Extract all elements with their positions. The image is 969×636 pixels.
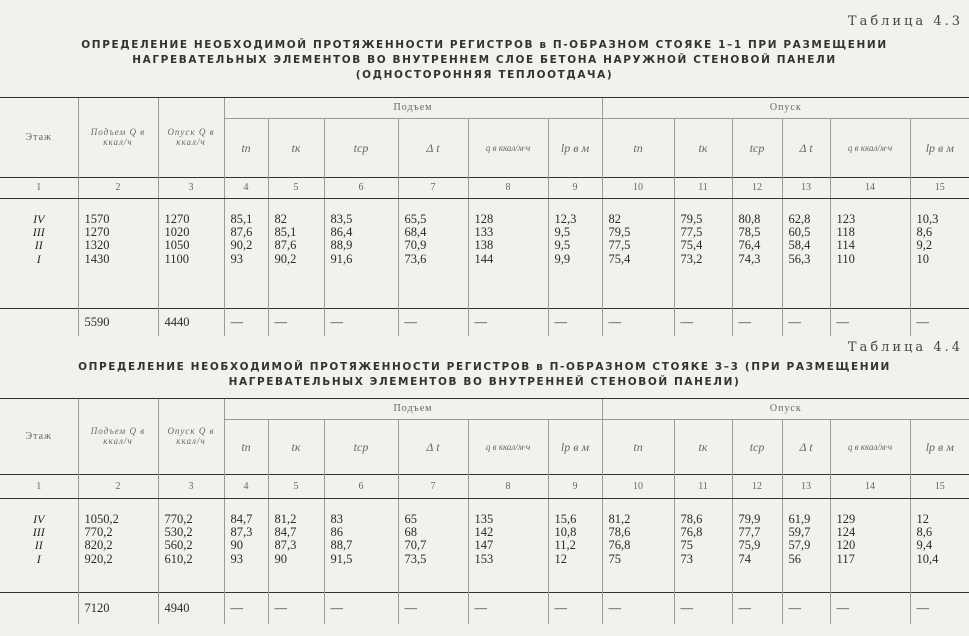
table-cell: 86 xyxy=(330,524,343,539)
table-cell: 68 xyxy=(404,524,417,539)
total-cell: — xyxy=(268,592,324,624)
data-column xyxy=(398,198,468,308)
total-cell: 5590 xyxy=(78,308,158,336)
table-cell: 144 xyxy=(474,251,494,266)
column-number: 2 xyxy=(78,474,158,498)
table-cell: 10,8 xyxy=(554,524,577,539)
data-column xyxy=(468,498,548,592)
total-cell: — xyxy=(398,592,468,624)
table-cell: 84,7 xyxy=(274,524,297,539)
column-number: 3 xyxy=(158,177,224,198)
table-cell: 142 xyxy=(474,524,494,539)
table-cell: 1100 xyxy=(164,251,190,266)
table-cell: 68,4 xyxy=(404,224,427,239)
table-cell: 77,5 xyxy=(680,224,703,239)
table-cell: 820,2 xyxy=(84,538,113,553)
total-cell: — xyxy=(782,308,830,336)
table-cell: 153 xyxy=(474,551,494,566)
total-cell: — xyxy=(548,308,602,336)
table1-title-line: НАГРЕВАТЕЛЬНЫХ ЭЛЕМЕНТОВ ВО ВНУТРЕННЕМ СЛОЕ БЕТОНА НАРУЖНОЙ СТЕНОВОЙ ПАНЕЛИ xyxy=(132,54,837,66)
table-cell: IV xyxy=(33,511,45,526)
header-length: lр в м xyxy=(910,419,969,474)
data-column xyxy=(782,498,830,592)
table2-label: Таблица 4.4 xyxy=(847,340,963,355)
data-column xyxy=(468,198,548,308)
table-cell: 1050 xyxy=(164,238,190,253)
table-cell: IV xyxy=(33,211,45,226)
table-cell: III xyxy=(32,524,45,539)
table-cell: 135 xyxy=(474,511,494,526)
table-cell: 93 xyxy=(230,551,243,566)
table-cell: 133 xyxy=(474,224,494,239)
header-t-end: tк xyxy=(268,118,324,177)
table-cell: 12 xyxy=(916,511,930,526)
table-cell: 12,3 xyxy=(554,211,577,226)
header-delta-t: Δ t xyxy=(782,419,830,474)
column-number: 1 xyxy=(0,177,78,198)
table-cell: 90 xyxy=(274,551,287,566)
table-cell: 75 xyxy=(608,551,622,566)
data-column xyxy=(674,498,732,592)
table-cell: 75,4 xyxy=(680,238,703,253)
data-column xyxy=(602,498,674,592)
table-cell: 56 xyxy=(788,551,802,566)
header-up-q: Подъем Q в ккал/ч xyxy=(78,98,158,177)
header-t-start: tп xyxy=(224,118,268,177)
data-column xyxy=(224,198,268,308)
data-column xyxy=(548,198,602,308)
table2-column-numbers xyxy=(0,474,969,498)
table-cell: II xyxy=(34,238,43,253)
table-cell: 59,7 xyxy=(788,524,811,539)
data-column xyxy=(158,198,224,308)
column-number: 6 xyxy=(324,474,398,498)
table-cell: 77,5 xyxy=(608,238,631,253)
table-cell: 65,5 xyxy=(404,211,427,226)
table-cell: 91,6 xyxy=(330,251,353,266)
table-cell: 79,9 xyxy=(738,511,761,526)
header-q-rate: q в ккал/м·ч xyxy=(830,118,910,177)
table-cell: 61,9 xyxy=(788,511,811,526)
total-cell: — xyxy=(910,592,969,624)
header-t-end: tк xyxy=(674,118,732,177)
header-down-q: Опуск Q в ккал/ч xyxy=(158,98,224,177)
header-delta-t: Δ t xyxy=(398,118,468,177)
floor-column xyxy=(0,498,78,592)
total-cell: — xyxy=(468,308,548,336)
table-cell: 58,4 xyxy=(788,238,811,253)
column-number: 7 xyxy=(398,177,468,198)
header-length: lр в м xyxy=(548,419,602,474)
total-cell: — xyxy=(224,308,268,336)
column-number: 15 xyxy=(910,177,969,198)
table-cell: 82 xyxy=(274,211,287,226)
column-number: 12 xyxy=(732,177,782,198)
table-cell: 117 xyxy=(836,551,855,566)
table-cell: 15,6 xyxy=(554,511,577,526)
table-cell: 84,7 xyxy=(230,511,253,526)
table-cell: 73,5 xyxy=(404,551,427,566)
table-cell: 1020 xyxy=(164,224,190,239)
table-cell: 78,6 xyxy=(680,511,703,526)
column-number: 7 xyxy=(398,474,468,498)
table1-group-row xyxy=(0,98,969,118)
header-t-avg: tср xyxy=(324,118,398,177)
table2-body xyxy=(0,498,969,592)
table-cell: 75,9 xyxy=(738,538,761,553)
group-up: Подъем xyxy=(224,98,602,118)
data-column xyxy=(602,198,674,308)
column-number: 4 xyxy=(224,177,268,198)
column-number: 3 xyxy=(158,474,224,498)
column-number: 9 xyxy=(548,474,602,498)
table-cell: 74,3 xyxy=(738,251,761,266)
table-cell: 70,7 xyxy=(404,538,427,553)
header-floor: Этаж xyxy=(25,131,52,143)
table-cell: 120 xyxy=(836,538,856,553)
table-cell: 560,2 xyxy=(164,538,193,553)
table-cell: 78,6 xyxy=(608,524,631,539)
column-number: 2 xyxy=(78,177,158,198)
table-cell: 91,5 xyxy=(330,551,353,566)
table-cell: 85,1 xyxy=(274,224,297,239)
table2-group-row xyxy=(0,399,969,419)
column-number: 8 xyxy=(468,177,548,198)
total-cell: — xyxy=(674,308,732,336)
table-cell: 9,9 xyxy=(554,251,571,266)
group-up: Подъем xyxy=(224,399,602,419)
table1-title-line: ОПРЕДЕЛЕНИЕ НЕОБХОДИМОЙ ПРОТЯЖЕННОСТИ РЕГИСТРОВ в П-ОБРАЗНОМ СТОЯКЕ 1–1 ПРИ РАЗМЕЩЕНИИ xyxy=(81,39,888,51)
table-cell: 62,8 xyxy=(788,211,811,226)
table-cell: 79,5 xyxy=(608,224,631,239)
column-number: 11 xyxy=(674,474,732,498)
column-number: 13 xyxy=(782,177,830,198)
data-column xyxy=(398,498,468,592)
table-cell: 77,7 xyxy=(738,524,761,539)
data-column xyxy=(830,198,910,308)
column-number: 12 xyxy=(732,474,782,498)
column-number: 9 xyxy=(548,177,602,198)
table-cell: 75 xyxy=(680,538,694,553)
table1-body xyxy=(0,198,969,308)
table-cell: 73,6 xyxy=(404,251,427,266)
table-cell: 9,2 xyxy=(916,238,933,253)
table2-title-line: НАГРЕВАТЕЛЬНЫХ ЭЛЕМЕНТОВ ВО ВНУТРЕННЕЙ СТЕНОВОЙ ПАНЕЛИ) xyxy=(228,376,741,388)
table-cell: 87,6 xyxy=(274,238,297,253)
table-cell: 8,6 xyxy=(916,524,933,539)
table-cell: 73,2 xyxy=(680,251,703,266)
table2 xyxy=(0,399,969,624)
table-cell: 88,7 xyxy=(330,538,353,553)
total-cell xyxy=(0,592,78,624)
table-cell: 81,2 xyxy=(274,511,297,526)
column-number: 1 xyxy=(0,474,78,498)
column-number: 6 xyxy=(324,177,398,198)
table-cell: 12 xyxy=(554,551,567,566)
total-cell: — xyxy=(548,592,602,624)
column-number: 14 xyxy=(830,474,910,498)
table-cell: I xyxy=(36,251,41,266)
header-down-q: Опуск Q в ккал/ч xyxy=(158,399,224,474)
table-cell: 87,6 xyxy=(230,224,253,239)
header-t-start: tп xyxy=(602,118,674,177)
table-cell: 9,5 xyxy=(554,238,571,253)
header-t-end: tк xyxy=(268,419,324,474)
total-cell: — xyxy=(830,592,910,624)
table-cell: 11,2 xyxy=(554,538,576,553)
table-cell: 86,4 xyxy=(330,224,353,239)
table-cell: 79,5 xyxy=(680,211,703,226)
table-cell: 76,4 xyxy=(738,238,761,253)
table-cell: 129 xyxy=(836,511,856,526)
header-t-start: tп xyxy=(224,419,268,474)
table-cell: 8,6 xyxy=(916,224,933,239)
table-cell: 87,3 xyxy=(274,538,297,553)
table2-title xyxy=(0,360,969,390)
header-floor: Этаж xyxy=(25,430,52,442)
table-cell: 82 xyxy=(608,211,622,226)
data-column xyxy=(78,498,158,592)
table-cell: 93 xyxy=(230,251,243,266)
column-number: 11 xyxy=(674,177,732,198)
table-cell: 76,8 xyxy=(680,524,703,539)
header-t-end: tк xyxy=(674,419,732,474)
table-cell: 57,9 xyxy=(788,538,811,553)
total-cell: — xyxy=(910,308,969,336)
table-cell: 770,2 xyxy=(164,511,193,526)
total-cell: — xyxy=(268,308,324,336)
total-cell: 7120 xyxy=(78,592,158,624)
data-column xyxy=(158,498,224,592)
table-cell: 114 xyxy=(836,238,855,253)
data-column xyxy=(910,498,969,592)
table-cell: 83,5 xyxy=(330,211,353,226)
table-cell: 9,4 xyxy=(916,538,933,553)
total-cell: — xyxy=(602,592,674,624)
column-number: 10 xyxy=(602,474,674,498)
header-up-q: Подъем Q в ккал/ч xyxy=(78,399,158,474)
table-cell: 73 xyxy=(680,551,694,566)
table-cell: 87,3 xyxy=(230,524,253,539)
table-cell: 110 xyxy=(836,251,855,266)
table-cell: 88,9 xyxy=(330,238,353,253)
total-cell: — xyxy=(830,308,910,336)
header-t-avg: tср xyxy=(732,419,782,474)
table-cell: 74 xyxy=(738,551,752,566)
table-cell: 124 xyxy=(836,524,856,539)
table-cell: 76,8 xyxy=(608,538,631,553)
header-q-rate: q в ккал/м·ч xyxy=(830,419,910,474)
table-cell: 1320 xyxy=(84,238,110,253)
column-number: 14 xyxy=(830,177,910,198)
data-column xyxy=(268,198,324,308)
table-cell: 1430 xyxy=(84,251,110,266)
table-cell: 80,8 xyxy=(738,211,761,226)
table-cell: 60,5 xyxy=(788,224,811,239)
total-cell: — xyxy=(732,308,782,336)
total-cell: — xyxy=(468,592,548,624)
table-cell: 530,2 xyxy=(164,524,193,539)
header-length: lр в м xyxy=(548,118,602,177)
table-cell: 90,2 xyxy=(274,251,297,266)
table-cell: III xyxy=(32,224,45,239)
table1-column-numbers xyxy=(0,177,969,198)
group-down: Опуск xyxy=(602,98,969,118)
total-cell: — xyxy=(398,308,468,336)
data-column xyxy=(548,498,602,592)
table-cell: 128 xyxy=(474,211,494,226)
header-t-start: tп xyxy=(602,419,674,474)
table1-title-line: (ОДНОСТОРОННЯЯ ТЕПЛООТДАЧА) xyxy=(355,69,614,81)
table-cell: 10,4 xyxy=(916,551,939,566)
table-cell: 1570 xyxy=(84,211,110,226)
total-cell: 4940 xyxy=(158,592,224,624)
table-cell: 10 xyxy=(916,251,930,266)
table-cell: 920,2 xyxy=(84,551,113,566)
table1-totals xyxy=(0,308,969,336)
header-length: lр в м xyxy=(910,118,969,177)
table-cell: 65 xyxy=(404,511,417,526)
data-column xyxy=(324,198,398,308)
table-cell: 83 xyxy=(330,511,343,526)
data-column xyxy=(268,498,324,592)
data-column xyxy=(732,498,782,592)
data-column xyxy=(782,198,830,308)
column-number: 5 xyxy=(268,474,324,498)
total-cell: 4440 xyxy=(158,308,224,336)
total-cell: — xyxy=(324,308,398,336)
table-cell: 1050,2 xyxy=(84,511,119,526)
table-cell: 85,1 xyxy=(230,211,253,226)
table-cell: 90 xyxy=(230,538,243,553)
table-cell: 147 xyxy=(474,538,494,553)
total-cell: — xyxy=(324,592,398,624)
table-cell: 10,3 xyxy=(916,211,939,226)
table2-totals xyxy=(0,592,969,624)
table-cell: 75,4 xyxy=(608,251,631,266)
table1 xyxy=(0,98,969,336)
data-column xyxy=(78,198,158,308)
group-down: Опуск xyxy=(602,399,969,419)
total-cell: — xyxy=(602,308,674,336)
column-number: 5 xyxy=(268,177,324,198)
data-column xyxy=(674,198,732,308)
total-cell: — xyxy=(782,592,830,624)
table2-title-line: ОПРЕДЕЛЕНИЕ НЕОБХОДИМОЙ ПРОТЯЖЕННОСТИ РЕГИСТРОВ в П-ОБРАЗНОМ СТОЯКЕ 3–3 (ПРИ РАЗМЕЩЕНИИ xyxy=(78,361,891,373)
data-column xyxy=(324,498,398,592)
table-cell: 56,3 xyxy=(788,251,811,266)
total-cell: — xyxy=(674,592,732,624)
column-number: 13 xyxy=(782,474,830,498)
table1-title xyxy=(0,38,969,83)
header-q-rate: q в ккал/м·ч xyxy=(468,419,548,474)
header-t-avg: tср xyxy=(732,118,782,177)
data-column xyxy=(224,498,268,592)
table-cell: 118 xyxy=(836,224,855,239)
table-cell: 70,9 xyxy=(404,238,427,253)
header-delta-t: Δ t xyxy=(782,118,830,177)
table-cell: I xyxy=(36,551,41,566)
header-q-rate: q в ккал/м·ч xyxy=(468,118,548,177)
total-cell: — xyxy=(732,592,782,624)
data-column xyxy=(830,498,910,592)
floor-column xyxy=(0,198,78,308)
table-cell: II xyxy=(34,538,43,553)
table-cell: 1270 xyxy=(164,211,190,226)
header-delta-t: Δ t xyxy=(398,419,468,474)
column-number: 15 xyxy=(910,474,969,498)
table-cell: 90,2 xyxy=(230,238,253,253)
table-cell: 770,2 xyxy=(84,524,113,539)
total-cell: — xyxy=(224,592,268,624)
header-t-avg: tср xyxy=(324,419,398,474)
table-cell: 78,5 xyxy=(738,224,761,239)
table-cell: 138 xyxy=(474,238,494,253)
table1-label: Таблица 4.3 xyxy=(847,14,963,29)
table-cell: 81,2 xyxy=(608,511,631,526)
data-column xyxy=(732,198,782,308)
column-number: 8 xyxy=(468,474,548,498)
table-cell: 123 xyxy=(836,211,856,226)
total-cell xyxy=(0,308,78,336)
column-number: 4 xyxy=(224,474,268,498)
column-number: 10 xyxy=(602,177,674,198)
table-cell: 610,2 xyxy=(164,551,193,566)
table-cell: 1270 xyxy=(84,224,110,239)
table-cell: 9,5 xyxy=(554,224,571,239)
data-column xyxy=(910,198,969,308)
